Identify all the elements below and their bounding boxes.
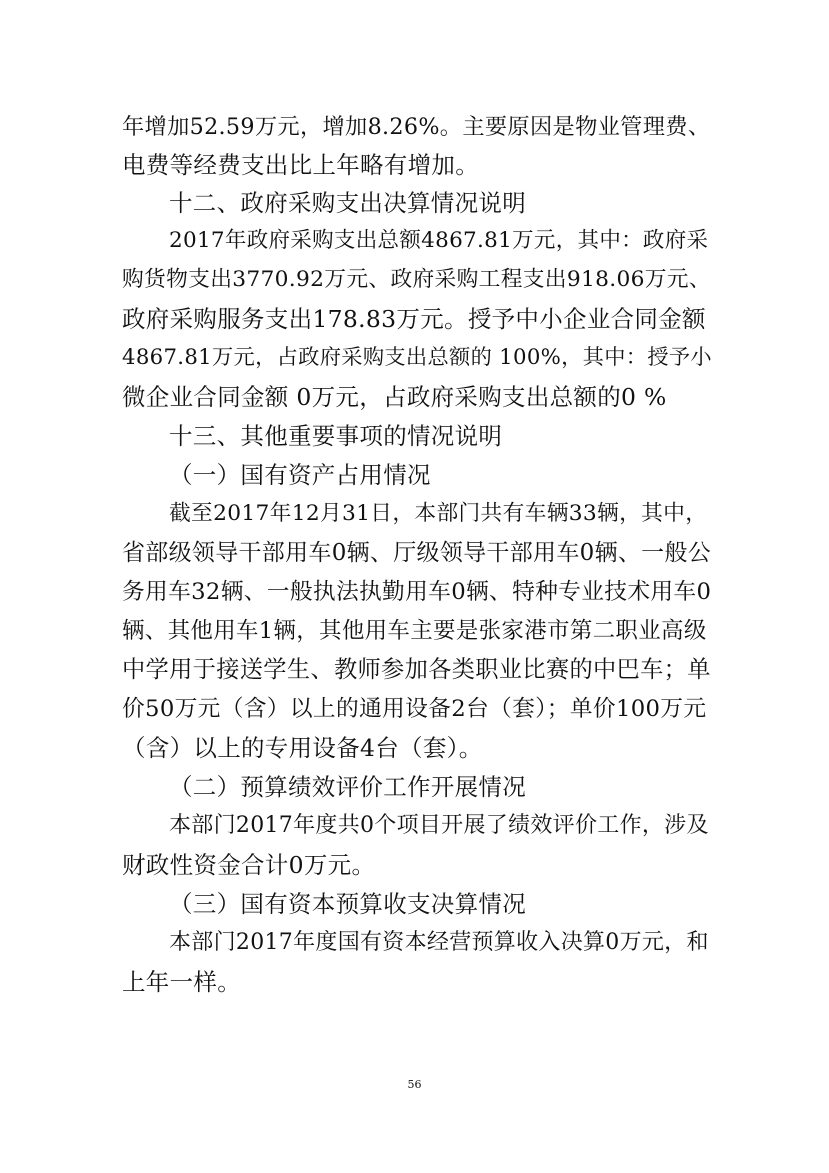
body-line: 微企业合同金额 0万元，占政府采购支出总额的0 % [122,383,667,411]
body-line: 本部门2017年度共0个项目开展了绩效评价工作，涉及 [169,813,709,838]
subsection-heading: （一）国有资产占用情况 [169,461,431,489]
body-line: 年增加52.59万元，增加8.26%。主要原因是物业管理费、 [122,114,711,140]
body-line: 本部门2017年度国有资本经营预算收入决算0万元，和 [169,930,709,955]
body-line: 2017年政府采购支出总额4867.81万元，其中：政府采 [169,228,709,253]
section-heading: 十三、其他重要事项的情况说明 [169,422,503,450]
body-line: 政府采购服务支出178.83万元。授予中小企业合同金额 [122,305,706,333]
body-line: 购货物支出3770.92万元、政府采购工程支出918.06万元、 [122,267,711,292]
page-number: 56 [407,1078,422,1091]
subsection-heading: （三）国有资本预算收支决算情况 [169,890,526,918]
body-line: 省部级领导干部用车0辆、厅级领导干部用车0辆、一般公 [122,540,712,566]
body-line: 上年一样。 [122,968,241,996]
body-line: （含）以上的专用设备4台（套）。 [122,734,483,762]
subsection-heading: （二）预算绩效评价工作开展情况 [169,773,526,801]
body-line: 财政性资金合计0万元。 [122,851,376,879]
section-heading: 十二、政府采购支出决算情况说明 [169,189,526,217]
body-line: 电费等经费支出比上年略有增加。 [122,151,479,179]
body-line: 4867.81万元，占政府采购支出总额的 100%，其中：授予小 [122,345,712,370]
body-line: 截至2017年12月31日，本部门共有车辆33辆，其中， [169,501,708,526]
body-line: 辆、其他用车1辆，其他用车主要是张家港市第二职业高级 [122,618,707,644]
body-line: 中学用于接送学生、教师参加各类职业比赛的中巴车；单 [122,656,711,683]
body-line: 价50万元（含）以上的通用设备2台（套）；单价100万元 [122,696,707,722]
body-line: 务用车32辆、一般执法执勤用车0辆、特种专业技术用车0 [122,579,712,605]
